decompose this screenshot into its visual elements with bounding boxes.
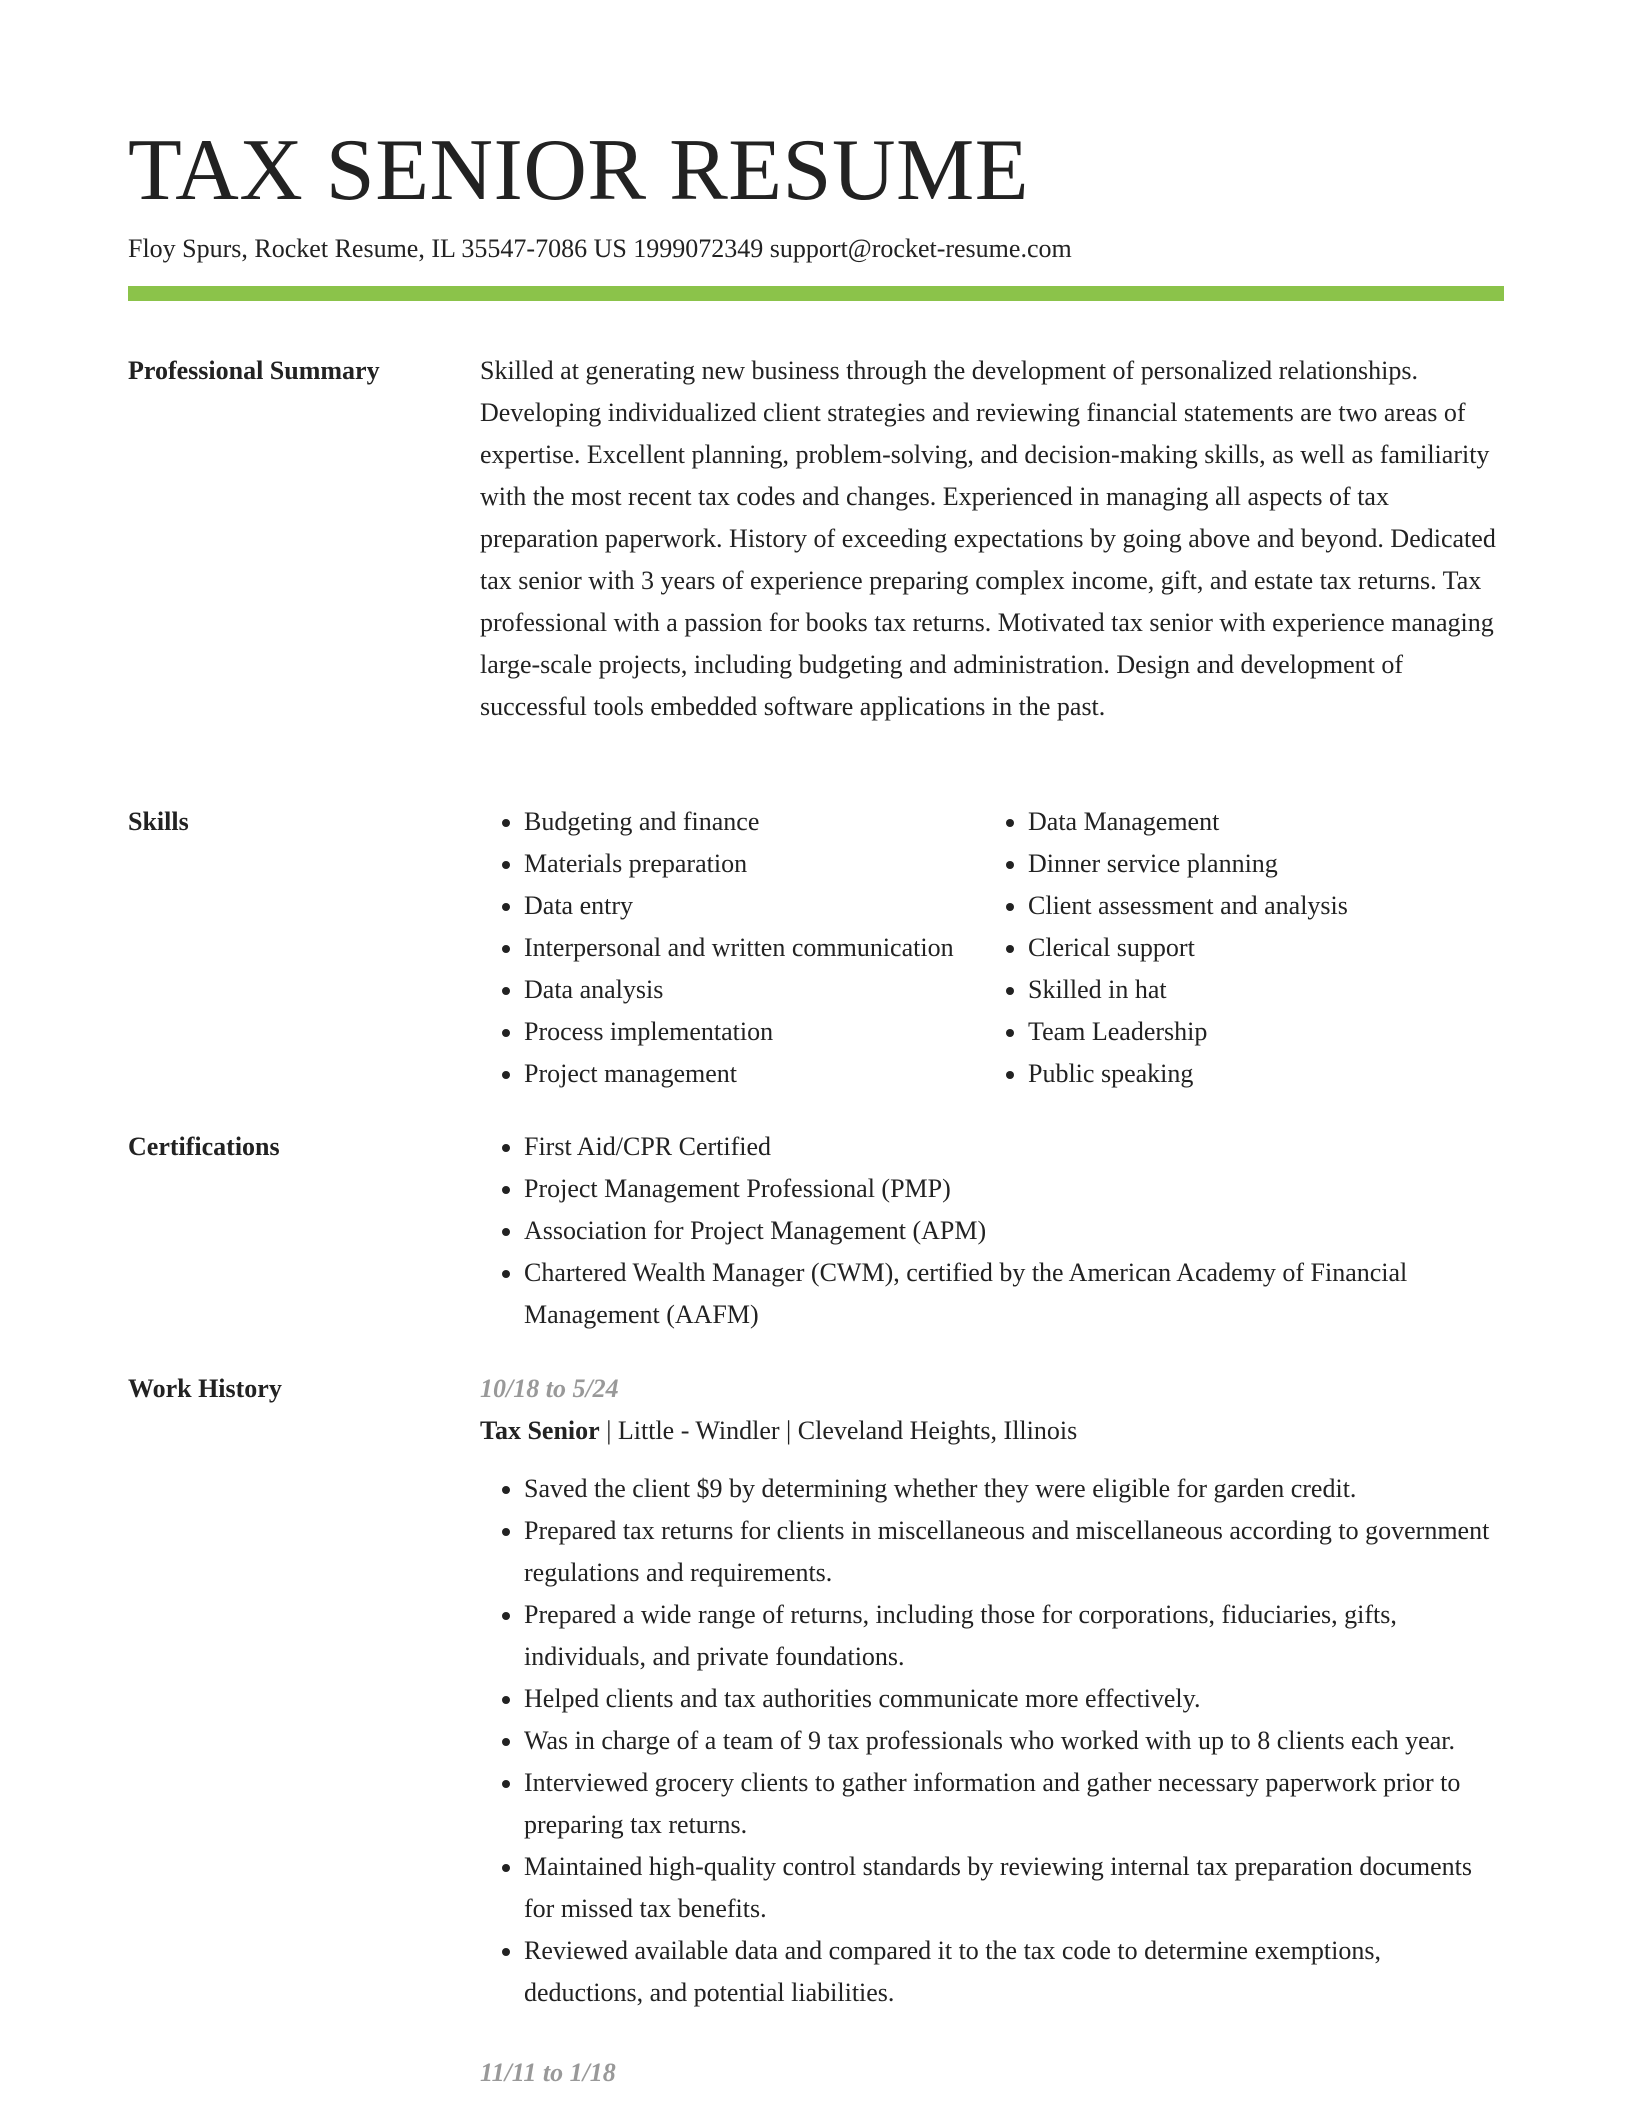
skills-column-right [984,801,1488,1095]
skill-item: • Client assessment and analysis [1028,885,1488,927]
skill-item: • Data entry [524,885,984,927]
job-title: Tax Senior [480,1416,600,1445]
summary-text: Skilled at generating new business through the development of personalized relationships. Developing individualized client strategies and reviewing financial statements are two areas of expertise. Excellent planning, problem-solving, and decision-making skills, as well as familiarity with the most recent tax codes and changes. Experienced in managing all aspects of tax preparation paperwork. History of exceeding expectations by going above and beyond. Dedicated tax senior with 3 years of experience preparing complex income, gift, and estate tax returns. Tax professional with a passion for books tax returns. Motivated tax senior with experience managing large-scale projects, including budgeting and administration. Design and development of successful tools embedded software applications in the past. [480,356,1496,721]
accent-divider [128,286,1504,301]
work-history-body [480,1368,1504,2094]
skill-item: • Data analysis [524,969,984,1011]
certification-item: • First Aid/CPR Certified [524,1126,1504,1168]
certification-item: • Chartered Wealth Manager (CWM), certified by the American Academy of Financial Management (AAFM) [524,1252,1504,1336]
skill-item: • Public speaking [1028,1053,1488,1095]
job-dates: 10/18 to 5/24 [480,1374,619,1403]
summary-label: Professional Summary [128,356,380,385]
skills-label: Skills [128,807,189,836]
contact-line: Floy Spurs, Rocket Resume, IL 35547-7086 US 1999072349 support@rocket-resume.com [128,234,1072,263]
skill-item: • Clerical support [1028,927,1488,969]
skill-item: • Materials preparation [524,843,984,885]
job-bullet: • Reviewed available data and compared it to the tax code to determine exemptions, deductions, and potential liabilities. [524,1930,1504,2014]
job-bullet: • Prepared tax returns for clients in miscellaneous and miscellaneous according to government regulations and requirements. [524,1510,1504,1594]
skill-item: • Project management [524,1053,984,1095]
job-bullet: • Was in charge of a team of 9 tax professionals who worked with up to 8 clients each year. [524,1720,1504,1762]
job-details: | Little - Windler | Cleveland Heights, Illinois [599,1416,1078,1445]
skill-item: • Team Leadership [1028,1011,1488,1053]
job-bullet: • Helped clients and tax authorities communicate more effectively. [524,1678,1504,1720]
job-bullet: • Interviewed grocery clients to gather information and gather necessary paperwork prior to preparing tax returns. [524,1762,1504,1846]
certification-item: • Project Management Professional (PMP) [524,1168,1504,1210]
job-heading [480,1410,1504,1452]
certifications-body [480,1126,1504,1336]
skill-item: • Process implementation [524,1011,984,1053]
certification-item: • Association for Project Management (APM) [524,1210,1504,1252]
resume-title: TAX SENIOR RESUME [128,122,1030,219]
skill-item: • Dinner service planning [1028,843,1488,885]
summary-body [480,350,1504,728]
job-entry [480,2052,1504,2094]
job-bullets [480,1468,1504,2014]
skill-item: • Interpersonal and written communication [524,927,984,969]
skills-column-left [480,801,984,1095]
skill-item: • Skilled in hat [1028,969,1488,1011]
job-bullet: • Prepared a wide range of returns, including those for corporations, fiduciaries, gifts, individuals, and private foundations. [524,1594,1504,1678]
job-bullet: • Saved the client $9 by determining whether they were eligible for garden credit. [524,1468,1504,1510]
job-bullet: • Maintained high-quality control standards by reviewing internal tax preparation documents for missed tax benefits. [524,1846,1504,1930]
job-dates: 11/11 to 1/18 [480,2058,616,2087]
skills-body [480,801,1504,1095]
job-entry [480,1368,1504,2014]
certifications-label: Certifications [128,1132,280,1161]
skills-columns [480,801,1504,1095]
skill-item: • Data Management [1028,801,1488,843]
work-history-label: Work History [128,1374,282,1403]
skill-item: • Budgeting and finance [524,801,984,843]
